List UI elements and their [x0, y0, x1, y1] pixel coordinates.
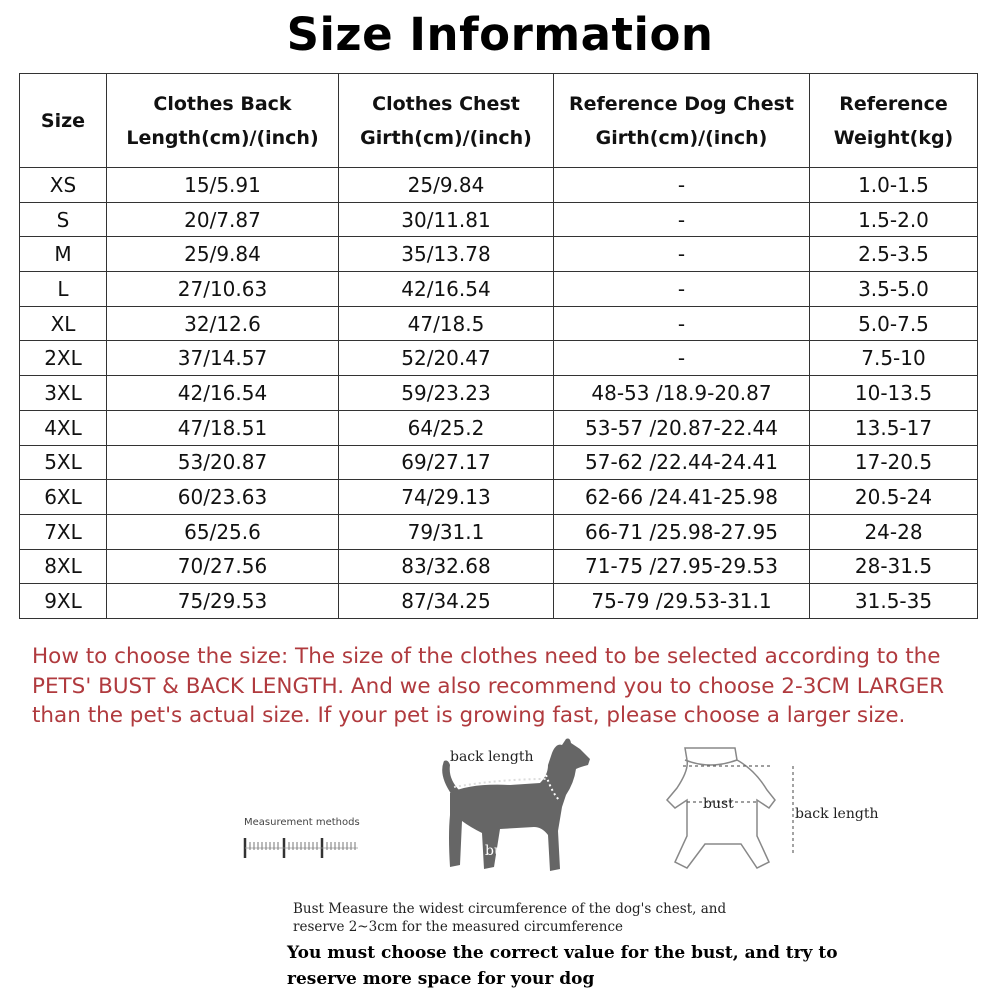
cell-chest-girth: 74/29.13 [339, 480, 554, 515]
dog-back-length-label: back length [450, 749, 534, 765]
cell-dog-chest: 71-75 /27.95-29.53 [554, 549, 810, 584]
cell-size: 6XL [20, 480, 107, 515]
dog-bust-label: bust [485, 843, 516, 859]
cell-back-length: 37/14.57 [107, 341, 339, 376]
cell-back-length: 65/25.6 [107, 514, 339, 549]
cell-chest-girth: 59/23.23 [339, 376, 554, 411]
header-dog-chest: Reference Dog Chest Girth(cm)/(inch) [554, 74, 810, 168]
cell-size: 7XL [20, 514, 107, 549]
cell-dog-chest: - [554, 202, 810, 237]
cell-back-length: 32/12.6 [107, 306, 339, 341]
cell-dog-chest: - [554, 272, 810, 307]
cell-back-length: 20/7.87 [107, 202, 339, 237]
cell-back-length: 60/23.63 [107, 480, 339, 515]
header-size: Size [20, 74, 107, 168]
shirt-bust-label: bust [703, 796, 734, 812]
cell-dog-chest: 57-62 /22.44-24.41 [554, 445, 810, 480]
cell-weight: 13.5-17 [810, 410, 978, 445]
bust-warning: You must choose the correct value for the bust, and try to reserve more space for your dog [287, 943, 838, 989]
cell-weight: 24-28 [810, 514, 978, 549]
table-row [20, 480, 978, 515]
cell-weight: 17-20.5 [810, 445, 978, 480]
cell-chest-girth: 30/11.81 [339, 202, 554, 237]
cell-chest-girth: 87/34.25 [339, 584, 554, 619]
table-row [20, 272, 978, 307]
cell-size: 5XL [20, 445, 107, 480]
cell-back-length: 70/27.56 [107, 549, 339, 584]
cell-chest-girth: 25/9.84 [339, 168, 554, 203]
cell-size: 3XL [20, 376, 107, 411]
cell-back-length: 47/18.51 [107, 410, 339, 445]
cell-chest-girth: 83/32.68 [339, 549, 554, 584]
cell-size: S [20, 202, 107, 237]
cell-weight: 20.5-24 [810, 480, 978, 515]
cell-size: 2XL [20, 341, 107, 376]
cell-dog-chest: 62-66 /24.41-25.98 [554, 480, 810, 515]
cell-chest-girth: 47/18.5 [339, 306, 554, 341]
page-title: Size Information [286, 8, 714, 61]
table-row [20, 549, 978, 584]
table-row [20, 202, 978, 237]
table-row [20, 410, 978, 445]
cell-chest-girth: 79/31.1 [339, 514, 554, 549]
cell-weight: 31.5-35 [810, 584, 978, 619]
cell-dog-chest: - [554, 341, 810, 376]
cell-chest-girth: 42/16.54 [339, 272, 554, 307]
cell-back-length: 27/10.63 [107, 272, 339, 307]
cell-size: M [20, 237, 107, 272]
header-chest-girth: Clothes Chest Girth(cm)/(inch) [339, 74, 554, 168]
table-row [20, 168, 978, 203]
table-row [20, 306, 978, 341]
cell-weight: 28-31.5 [810, 549, 978, 584]
table-row [20, 514, 978, 549]
table-row [20, 237, 978, 272]
shirt-diagram [645, 740, 885, 880]
cell-back-length: 25/9.84 [107, 237, 339, 272]
cell-weight: 5.0-7.5 [810, 306, 978, 341]
table-row [20, 584, 978, 619]
table-row [20, 341, 978, 376]
table-row [20, 445, 978, 480]
header-weight: Reference Weight(kg) [810, 74, 978, 168]
cell-weight: 2.5-3.5 [810, 237, 978, 272]
shirt-back-length-label: back length [795, 806, 879, 822]
cell-dog-chest: 66-71 /25.98-27.95 [554, 514, 810, 549]
cell-weight: 1.5-2.0 [810, 202, 978, 237]
cell-dog-chest: 53-57 /20.87-22.44 [554, 410, 810, 445]
cell-chest-girth: 69/27.17 [339, 445, 554, 480]
cell-size: XL [20, 306, 107, 341]
ruler-icon [245, 838, 358, 858]
cell-size: 9XL [20, 584, 107, 619]
cell-dog-chest: - [554, 168, 810, 203]
cell-size: XS [20, 168, 107, 203]
cell-weight: 10-13.5 [810, 376, 978, 411]
cell-back-length: 42/16.54 [107, 376, 339, 411]
header-back-length: Clothes Back Length(cm)/(inch) [107, 74, 339, 168]
table-header-row [20, 74, 978, 168]
cell-weight: 3.5-5.0 [810, 272, 978, 307]
cell-back-length: 53/20.87 [107, 445, 339, 480]
measurement-methods-label: Measurement methods [244, 817, 360, 828]
cell-weight: 1.0-1.5 [810, 168, 978, 203]
cell-dog-chest: 75-79 /29.53-31.1 [554, 584, 810, 619]
measuring-tape [240, 814, 380, 864]
cell-size: L [20, 272, 107, 307]
cell-chest-girth: 35/13.78 [339, 237, 554, 272]
cell-back-length: 75/29.53 [107, 584, 339, 619]
size-guide-note: How to choose the size: The size of the clothes need to be selected according to the PETS' BUST & BACK LENGTH. And we also recommend you to choose 2-3CM LARGER than the pet's actual size. If your pet is growing fast, please choose a larger size. [32, 644, 945, 728]
cell-dog-chest: - [554, 306, 810, 341]
cell-weight: 7.5-10 [810, 341, 978, 376]
bust-description: Bust Measure the widest circumference of the dog's chest, and reserve 2~3cm for the measured circumference [293, 901, 727, 935]
cell-dog-chest: 48-53 /18.9-20.87 [554, 376, 810, 411]
cell-back-length: 15/5.91 [107, 168, 339, 203]
cell-dog-chest: - [554, 237, 810, 272]
cell-chest-girth: 64/25.2 [339, 410, 554, 445]
cell-chest-girth: 52/20.47 [339, 341, 554, 376]
size-table [19, 73, 978, 619]
cell-size: 4XL [20, 410, 107, 445]
dog-diagram [430, 735, 610, 885]
table-row [20, 376, 978, 411]
cell-size: 8XL [20, 549, 107, 584]
